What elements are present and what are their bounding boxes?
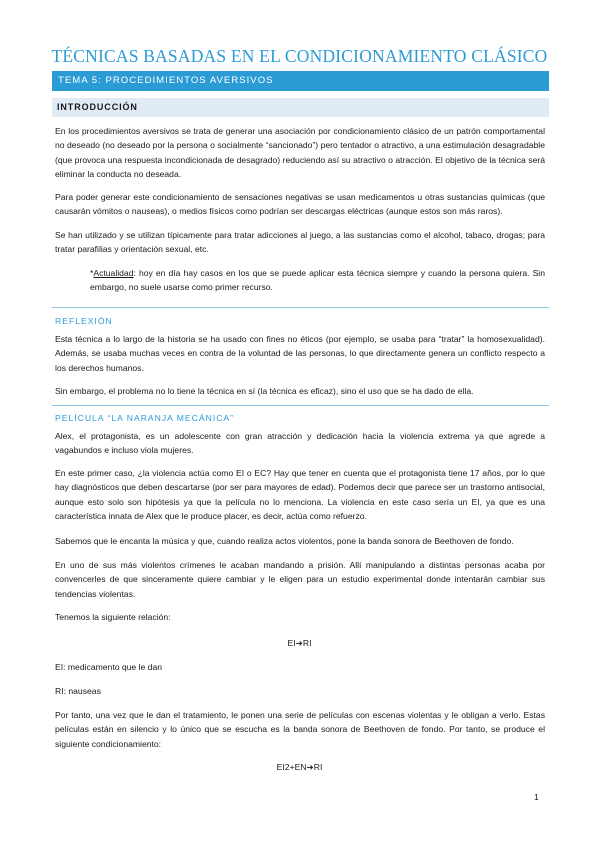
pelicula-paragraph-5: Tenemos la siguiente relación:: [55, 612, 171, 622]
ei-definition: EI: medicamento que le dan: [55, 662, 163, 672]
arrow-icon: ➔: [295, 638, 303, 648]
relation-2-left: EI2+EN: [276, 762, 307, 772]
note-label: Actualidad: [93, 268, 134, 278]
actualidad-note: [90, 266, 545, 295]
reflexion-paragraph-2: Sin embargo, el problema no lo tiene la técnica en sí (la técnica es eficaz), sino el uso que se ha dado de ella.: [55, 386, 474, 396]
reflexion-paragraph-1: Esta técnica a lo largo de la historia se ha usado con fines no éticos (por ejemplo, se usaba para “tratar” la homosexualidad). Además, se usaba muchas veces en contra de la voluntad de las personas, lo que directamente genera un conflicto respecto a los derechos humanos.: [55, 334, 545, 373]
introduccion-paragraph-2: Para poder generar este condicionamiento de sensaciones negativas se usan medicamentos u otras sustancias químicas (que causarán vómitos o nauseas), o medios físicos como podrían ser descargas eléctricas (aunque estos son más raros).: [55, 192, 545, 217]
introduccion-heading: INTRODUCCIÓN: [57, 102, 138, 112]
note-text: : hoy en día hay casos en los que se puede aplicar esta técnica siempre y cuando la persona quiera. Sin embargo, no suele usarse como primer recurso.: [90, 268, 545, 293]
document-title: TÉCNICAS BASADAS EN EL CONDICIONAMIENTO CLÁSICO: [51, 46, 548, 66]
pelicula-paragraph-4: En uno de sus más violentos crímenes le acaban mandando a prisión. Allí manipulando a distintas personas acaba por convencerles de que sinceramente quiere cambiar y le eligen para un estudio experimental donde intentarán cambiar sus tendencias violentas.: [55, 560, 545, 599]
relation-2-right: RI: [313, 762, 323, 772]
relation-1-right: RI: [302, 638, 312, 648]
note-prefix: *: [90, 268, 94, 278]
introduccion-heading-box: [52, 98, 549, 117]
introduccion-paragraph-3: Se han utilizado y se utilizan típicamente para tratar adicciones al juego, a las sustancias como el alcohol, tabaco, drogas; para tratar parafilias y orientación sexual, etc.: [55, 230, 545, 255]
relation-1-left: EI: [287, 638, 296, 648]
pelicula-heading: PELÍCULA “LA NARANJA MECÁNICA”: [55, 413, 235, 423]
section-divider: [52, 307, 549, 308]
introduccion-paragraph-1: En los procedimientos aversivos se trata de generar una asociación por condicionamiento clásico de un patrón comportamental no deseado (no deseado por la persona o socialmente “sancionado”) pero tentador o atractivo, a una estimulación desagradable (que provoca una respuesta incondicionada de desagrado) reduciendo así su atractivo o atracción. El objetivo de la técnica será eliminar la conducta no deseada.: [55, 126, 545, 179]
arrow-icon: ➔: [306, 762, 314, 772]
tema-title: TEMA 5: PROCEDIMIENTOS AVERSIVOS: [58, 75, 274, 86]
ri-definition: RI: nauseas: [55, 686, 101, 696]
page-number: 1: [534, 792, 539, 802]
pelicula-paragraph-2: En este primer caso, ¿la violencia actúa como EI o EC? Hay que tener en cuenta que el protagonista tiene 17 años, por lo que hay diagnósticos que deben descartarse (por ser para mayores de edad). Podemos decir que parece ser un trastorno antisocial, aunque esto solo son hipótesis ya que la película no lo menciona. La violencia en este caso sería un EI, ya que es una característica innata de Alex que le produce placer, es decir, actúa como refuerzo.: [55, 468, 545, 521]
relation-2: [0, 762, 599, 773]
pelicula-paragraph-3: Sabemos que le encanta la música y que, cuando realiza actos violentos, pone la banda sonora de Beethoven de fondo.: [55, 536, 514, 546]
pelicula-paragraph-1: Alex, el protagonista, es un adolescente con gran atracción y dedicación hacia la violencia extrema ya que agrede a vagabundos e incluso viola mujeres.: [55, 431, 545, 456]
relation-1: [0, 638, 599, 649]
tema-banner: [52, 71, 549, 91]
reflexion-heading: REFLEXIÓN: [55, 316, 113, 326]
pelicula-paragraph-6: Por tanto, una vez que le dan el tratamiento, le ponen una serie de películas con escenas violentas y le obligan a verlo. Estas películas están en silencio y lo único que se escucha es la banda sonora de Beethoven de fondo. Por tanto, se produce el siguiente condicionamiento:: [55, 710, 545, 749]
section-divider: [52, 405, 549, 406]
